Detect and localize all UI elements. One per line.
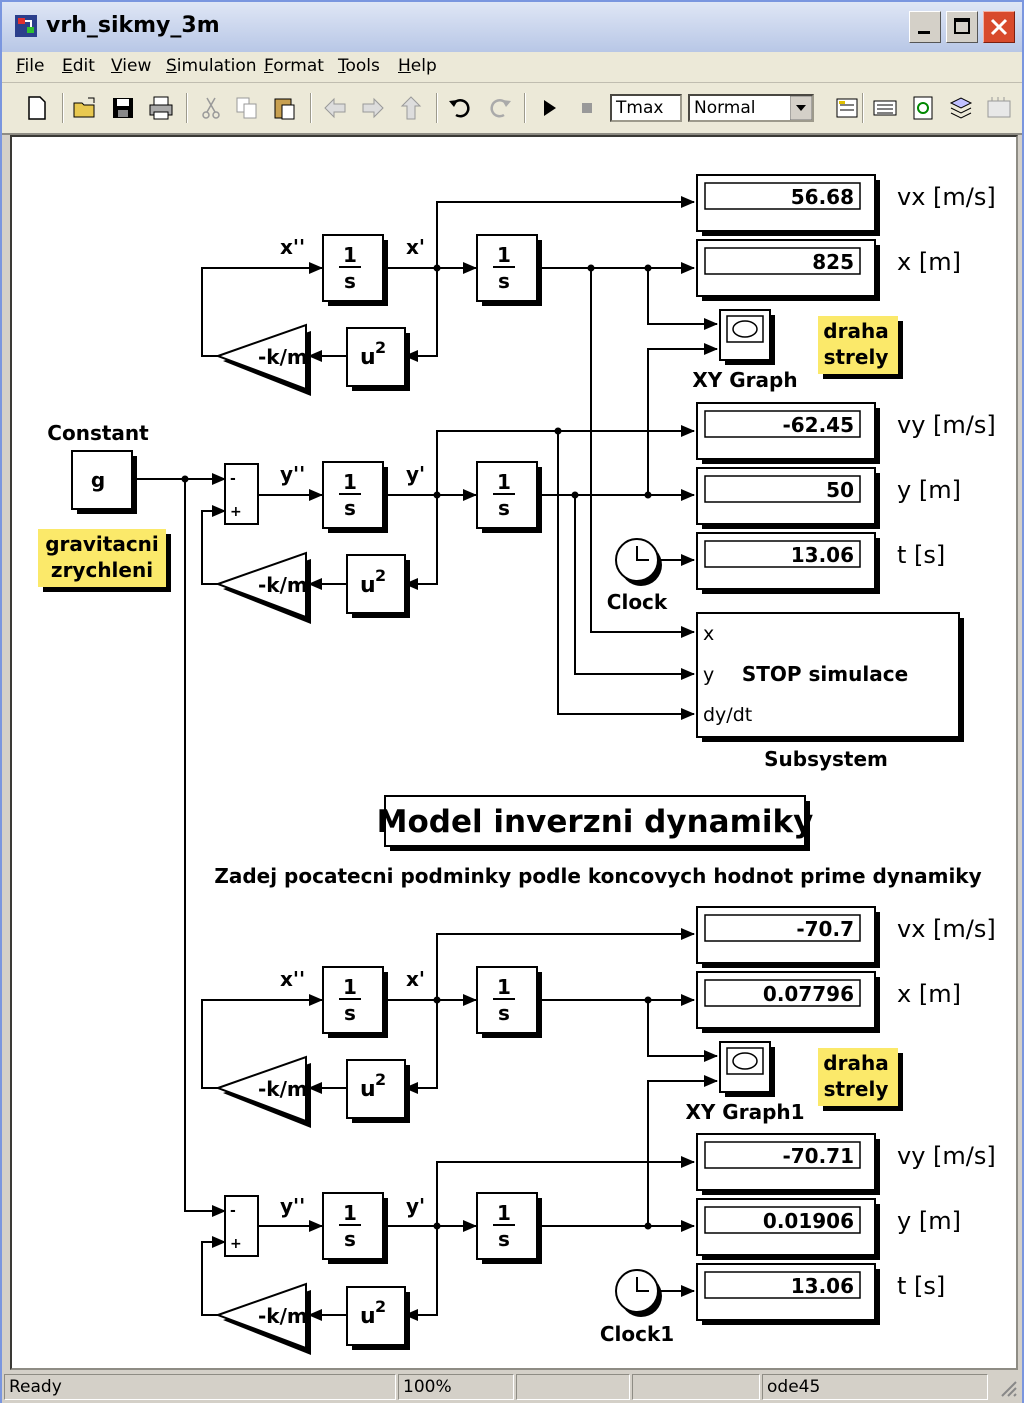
back-arrow-icon[interactable]: [322, 95, 348, 121]
svg-text:draha: draha: [823, 319, 889, 343]
svg-text:2: 2: [375, 1297, 387, 1316]
svg-text:x'': x'': [280, 967, 306, 991]
integrator-block[interactable]: [323, 235, 388, 306]
svg-text:s: s: [498, 496, 510, 520]
xy-graph-block[interactable]: [720, 310, 775, 365]
svg-text:1: 1: [343, 1201, 357, 1225]
subsystem-block[interactable]: [697, 613, 964, 742]
svg-text:-k/m: -k/m: [258, 1077, 308, 1101]
integrator-block[interactable]: [477, 967, 542, 1038]
integrator-block[interactable]: [477, 462, 542, 533]
svg-text:s: s: [498, 1001, 510, 1025]
menu-simulation[interactable]: Simulation: [166, 56, 257, 76]
simulink-app-icon: [14, 14, 38, 38]
gain-block[interactable]: [218, 325, 311, 396]
svg-text:vy [m/s]: vy [m/s]: [897, 1142, 996, 1170]
svg-text:+: +: [230, 504, 242, 520]
minimize-icon: [910, 12, 940, 42]
toolbar-separator: [310, 93, 312, 123]
display-label-vx: vx [m/s]: [897, 183, 996, 211]
diagram-canvas[interactable]: [10, 135, 1018, 1370]
note-draha-strely: [818, 1048, 903, 1111]
simulation-mode-select[interactable]: [688, 94, 814, 122]
signal-label-xpp: x'': [280, 235, 306, 259]
status-solver: ode45: [762, 1374, 988, 1400]
clock-block[interactable]: [616, 539, 662, 586]
redo-icon[interactable]: [486, 95, 512, 121]
display-label-vy: vy [m/s]: [897, 411, 996, 439]
menu-bar: [2, 52, 1022, 83]
svg-text:2: 2: [375, 1070, 387, 1089]
print-icon[interactable]: [148, 95, 174, 121]
svg-text:0.07796: 0.07796: [762, 982, 854, 1006]
display-vx[interactable]: [697, 907, 880, 968]
subsystem-label: Subsystem: [764, 747, 888, 771]
display-value: -62.45: [782, 413, 854, 437]
constant-label: Constant: [47, 421, 149, 445]
svg-text:2: 2: [375, 566, 387, 585]
svg-text:s: s: [344, 496, 356, 520]
toolbar-separator: [436, 93, 438, 123]
subsystem-port-dydt: dy/dt: [703, 704, 753, 726]
svg-text:t [s]: t [s]: [897, 1272, 946, 1300]
svg-text:0.01906: 0.01906: [762, 1209, 854, 1233]
gain-block[interactable]: [218, 1284, 311, 1355]
subsystem-port-x: x: [703, 623, 715, 645]
status-zoom: 100%: [398, 1374, 514, 1400]
model-explorer-icon[interactable]: [986, 95, 1012, 121]
svg-text:-: -: [230, 471, 236, 487]
svg-text:y [m]: y [m]: [897, 1207, 961, 1235]
display-label-y: y [m]: [897, 476, 961, 504]
integrator-denominator: s: [344, 269, 356, 293]
svg-text:1: 1: [497, 975, 511, 999]
integrator-block[interactable]: [323, 967, 388, 1038]
toolbar-separator: [862, 93, 864, 123]
gain-block[interactable]: [218, 1057, 311, 1128]
toolbar-separator: [62, 93, 64, 123]
svg-text:1: 1: [343, 975, 357, 999]
menu-view[interactable]: View: [111, 56, 152, 76]
open-folder-icon[interactable]: [72, 95, 98, 121]
integrator-denominator: s: [498, 269, 510, 293]
save-icon[interactable]: [110, 95, 136, 121]
display-vy[interactable]: [697, 1134, 880, 1195]
svg-text:-70.71: -70.71: [782, 1144, 854, 1168]
up-arrow-icon[interactable]: [398, 95, 424, 121]
status-field: [632, 1374, 760, 1400]
display-value: 825: [812, 250, 854, 274]
svg-text:x [m]: x [m]: [897, 980, 961, 1008]
svg-text:-k/m: -k/m: [258, 1304, 308, 1328]
svg-text:draha: draha: [823, 1051, 889, 1075]
signal-label-yp: y': [406, 462, 426, 486]
cut-icon[interactable]: [198, 95, 224, 121]
svg-text:u: u: [360, 1304, 376, 1329]
chevron-down-icon[interactable]: [790, 96, 812, 120]
window-title: vrh_sikmy_3m: [46, 13, 220, 38]
svg-text:+: +: [230, 1236, 242, 1252]
svg-text:s: s: [344, 1227, 356, 1251]
undo-icon[interactable]: [448, 95, 474, 121]
note-gravity: [38, 529, 171, 592]
signal-label-ypp: y'': [280, 462, 306, 486]
integrator-block[interactable]: [477, 235, 542, 306]
display-vx[interactable]: [697, 175, 880, 236]
svg-text:u: u: [360, 1077, 376, 1102]
status-state: Ready: [4, 1374, 396, 1400]
xy-graph-block[interactable]: [720, 1042, 775, 1097]
gain-block[interactable]: [218, 553, 311, 624]
minimize-button[interactable]: [909, 11, 941, 43]
sum-block[interactable]: [225, 464, 258, 524]
svg-text:y'': y'': [280, 1194, 306, 1218]
toolbar: [2, 83, 1022, 135]
svg-text:y': y': [406, 1194, 426, 1218]
square-function-block[interactable]: [347, 1060, 410, 1123]
integrator-numerator: 1: [343, 243, 357, 267]
status-bar: [2, 1372, 1022, 1403]
integrator-numerator: 1: [497, 243, 511, 267]
toolbar-separator: [524, 93, 526, 123]
constant-value: g: [90, 468, 106, 492]
xy-graph-label: XY Graph1: [685, 1100, 805, 1124]
svg-text:13.06: 13.06: [790, 1274, 854, 1298]
display-x[interactable]: [697, 240, 880, 301]
maximize-icon: [947, 12, 977, 42]
maximize-button[interactable]: [946, 11, 978, 43]
svg-text:x': x': [406, 967, 426, 991]
display-y[interactable]: [697, 1199, 880, 1260]
svg-text:1: 1: [497, 470, 511, 494]
subsystem-port-y: y: [703, 664, 715, 686]
clock-label: Clock: [606, 590, 668, 614]
signal-label-xp: x': [406, 235, 426, 259]
menu-tools[interactable]: Tools: [338, 56, 380, 76]
stop-simulation-icon[interactable]: [574, 95, 600, 121]
close-button[interactable]: [983, 11, 1015, 43]
build-icon[interactable]: [834, 95, 860, 121]
svg-text:1: 1: [343, 470, 357, 494]
svg-text:u: u: [360, 573, 376, 598]
paste-icon[interactable]: [272, 95, 298, 121]
refresh-icon[interactable]: [910, 95, 936, 121]
menu-edit[interactable]: Edit: [62, 56, 95, 76]
toolbar-separator: [186, 93, 188, 123]
display-y[interactable]: [697, 468, 880, 529]
square-function-block[interactable]: [347, 1287, 410, 1350]
integrator-block[interactable]: [323, 462, 388, 533]
svg-text:s: s: [344, 1001, 356, 1025]
display-t[interactable]: [697, 1264, 880, 1325]
function-exponent: 2: [375, 338, 387, 357]
sum-block[interactable]: [225, 1196, 258, 1256]
section-subheading: Zadej pocatecni podminky podle koncovych hodnot prime dynamiky: [214, 864, 982, 888]
start-simulation-icon[interactable]: [536, 95, 562, 121]
svg-text:zrychleni: zrychleni: [50, 558, 154, 582]
simulation-mode-value: Normal: [694, 98, 756, 118]
svg-text:-70.7: -70.7: [796, 917, 854, 941]
clock-label: Clock1: [599, 1322, 675, 1346]
svg-text:strely: strely: [823, 1077, 889, 1101]
title-bar[interactable]: [2, 2, 1022, 52]
library-browser-icon[interactable]: [948, 95, 974, 121]
subsystem-body: STOP simulace: [741, 662, 909, 686]
copy-icon[interactable]: [234, 95, 260, 121]
display-label-x: x [m]: [897, 248, 961, 276]
update-diagram-icon[interactable]: [872, 95, 898, 121]
constant-block[interactable]: [72, 451, 137, 514]
menu-help[interactable]: Help: [398, 56, 437, 76]
svg-text:s: s: [498, 1227, 510, 1251]
svg-text:1: 1: [497, 1201, 511, 1225]
close-icon: [984, 12, 1014, 42]
display-value: 50: [826, 478, 854, 502]
block-diagram: [12, 137, 1016, 1368]
display-value: 56.68: [790, 185, 854, 209]
new-model-icon[interactable]: [24, 95, 50, 121]
display-value: 13.06: [790, 543, 854, 567]
note-draha-strely: [818, 316, 903, 379]
display-x[interactable]: [697, 972, 880, 1033]
svg-text:vx [m/s]: vx [m/s]: [897, 915, 996, 943]
display-t[interactable]: [697, 533, 880, 594]
display-vy[interactable]: [697, 403, 880, 464]
section-heading: Model inverzni dynamiky: [376, 804, 814, 840]
function-base: u: [360, 345, 376, 370]
status-field: [516, 1374, 630, 1400]
stop-time-input[interactable]: Tmax: [610, 94, 682, 122]
resize-grip-icon[interactable]: [998, 1378, 1018, 1398]
svg-text:strely: strely: [823, 345, 889, 369]
integrator-block[interactable]: [323, 1193, 388, 1264]
clock-block[interactable]: [616, 1270, 662, 1317]
heading-box: [377, 796, 814, 851]
forward-arrow-icon[interactable]: [360, 95, 386, 121]
display-label-t: t [s]: [897, 541, 946, 569]
square-function-block[interactable]: [347, 555, 410, 618]
svg-text:-: -: [230, 1203, 236, 1219]
gain-label: -k/m: [258, 345, 308, 369]
menu-file[interactable]: File: [16, 56, 45, 76]
square-function-block[interactable]: [347, 328, 410, 391]
menu-format[interactable]: Format: [264, 56, 324, 76]
svg-text:gravitacni: gravitacni: [45, 532, 159, 556]
xy-graph-label: XY Graph: [692, 368, 798, 392]
integrator-block[interactable]: [477, 1193, 542, 1264]
svg-text:-k/m: -k/m: [258, 573, 308, 597]
